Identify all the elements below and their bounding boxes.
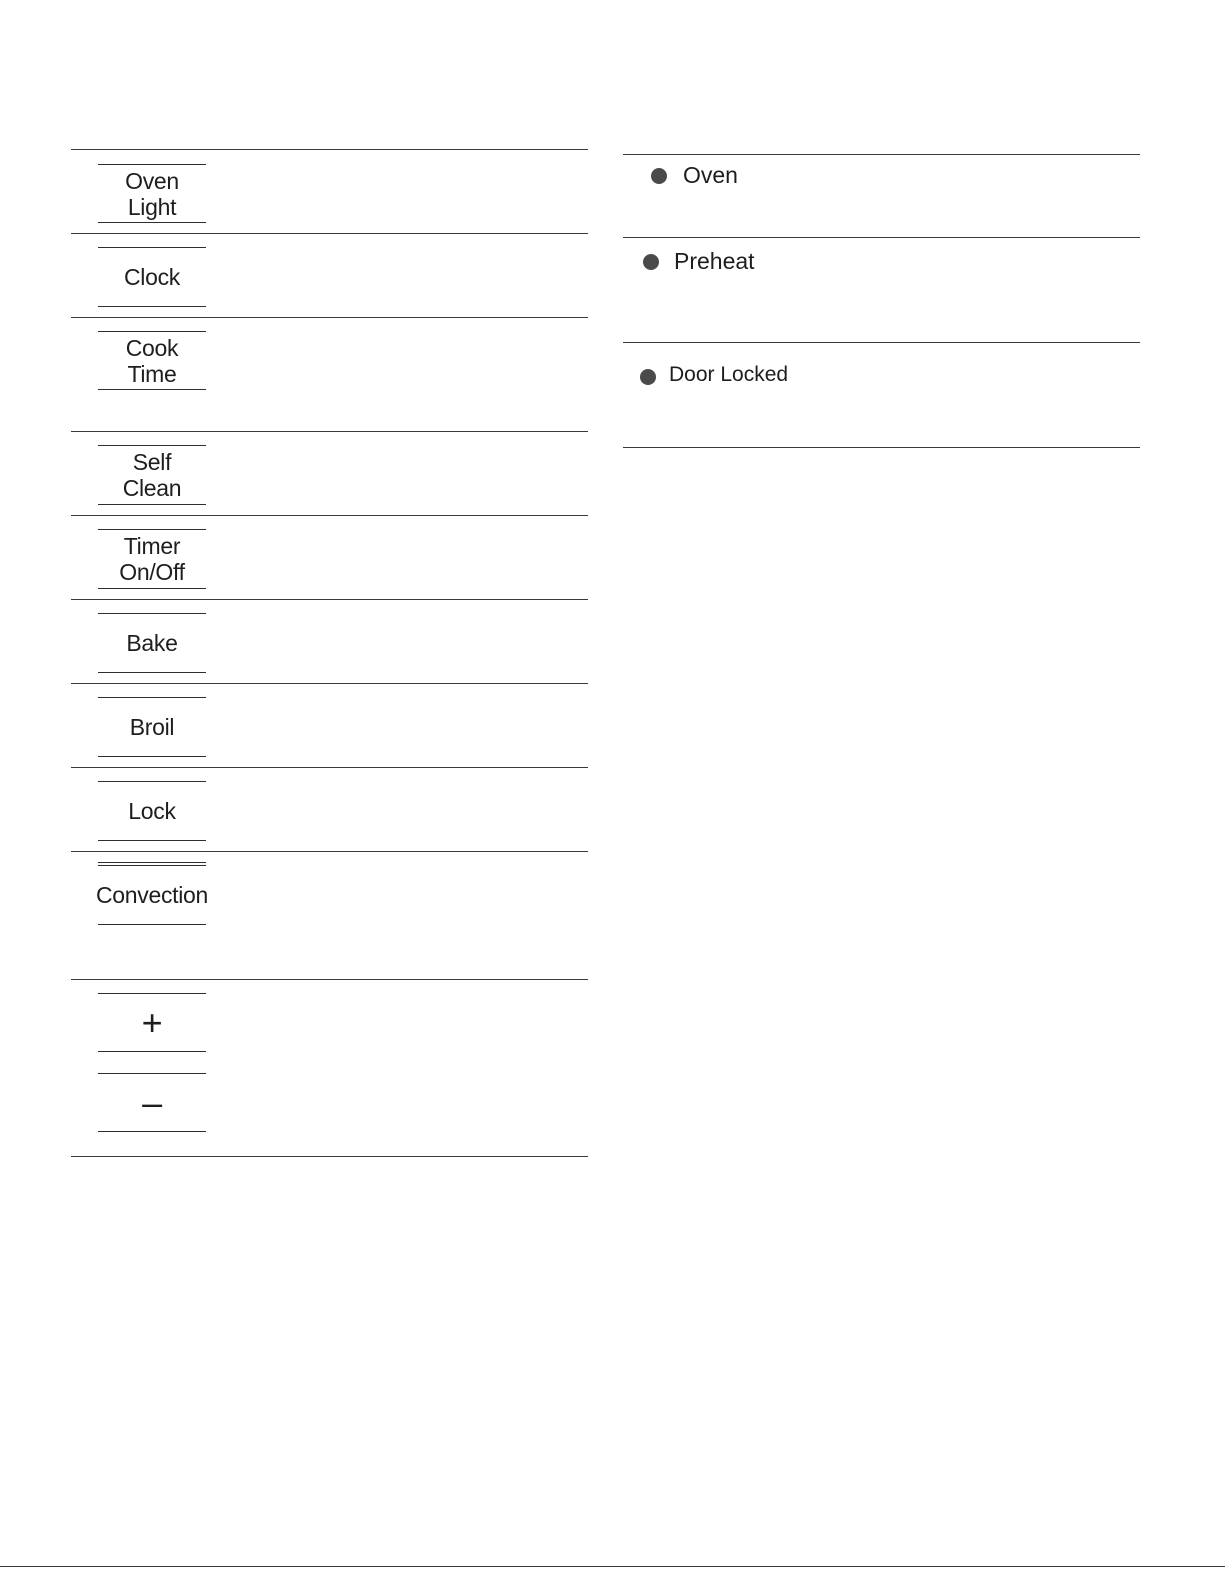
self-clean-key: Self Clean (98, 445, 206, 505)
bake-key: Bake (98, 613, 206, 673)
key-row-cook-time (71, 317, 588, 432)
key-row-self-clean (71, 431, 588, 516)
indicator-oven-label: Oven (683, 162, 738, 188)
key-row-lock (71, 767, 588, 852)
page-footer-rule (0, 1566, 1225, 1567)
indicator-dot-icon (651, 168, 667, 184)
key-row-clock (71, 233, 588, 318)
broil-key: Broil (98, 697, 206, 757)
indicator-row-door-locked (623, 342, 1140, 448)
key-row-bake (71, 599, 588, 684)
lock-key: Lock (98, 781, 206, 841)
plus-key: + (98, 993, 206, 1052)
indicator-door-locked-label: Door Locked (669, 363, 789, 386)
indicator-preheat-label: Preheat (674, 248, 755, 274)
key-row-convection (71, 851, 588, 980)
key-row-plus-minus (71, 979, 588, 1157)
key-row-broil (71, 683, 588, 768)
minus-key: – (98, 1073, 206, 1132)
timer-on-off-key: Timer On/Off (98, 529, 206, 589)
key-row-oven-light (71, 149, 588, 234)
indicator-dot-icon (643, 254, 659, 270)
cook-time-key: Cook Time (98, 331, 206, 390)
indicator-row-preheat (623, 237, 1140, 343)
oven-light-key: Oven Light (98, 164, 206, 223)
key-row-timer-on-off (71, 515, 588, 600)
indicator-dot-icon (640, 369, 656, 385)
indicator-row-oven (623, 154, 1140, 238)
convection-key: Convection (98, 862, 206, 925)
clock-key: Clock (98, 247, 206, 307)
